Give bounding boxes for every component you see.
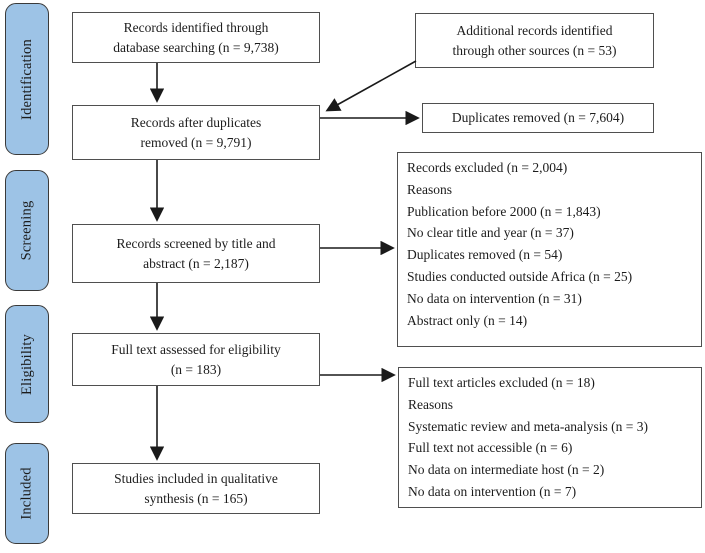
full-text-excluded-line: Full text articles excluded (n = 18) <box>408 375 595 390</box>
stage-eligibility-label: Eligibility <box>18 333 35 395</box>
full-text-excluded-line: Full text not accessible (n = 6) <box>408 440 573 456</box>
box-studies-included-line2: synthesis (n = 165) <box>144 490 248 506</box>
box-duplicates-removed-text: Duplicates removed (n = 7,604) <box>451 110 625 126</box>
box-additional-records-line1: Additional records identified <box>456 23 613 38</box>
box-records-after-duplicates-line2: removed (n = 9,791) <box>140 134 252 150</box>
box-full-text-assessed <box>72 333 320 386</box>
stage-identification <box>5 3 49 155</box>
records-excluded-line: Reasons <box>407 181 452 197</box>
records-excluded-line: Records excluded (n = 2,004) <box>407 160 568 175</box>
stage-identification-label: Identification <box>18 38 35 120</box>
box-full-text-assessed-line2: (n = 183) <box>170 361 222 377</box>
box-duplicates-removed <box>422 103 654 133</box>
box-records-after-duplicates <box>72 105 320 160</box>
records-excluded-line: No data on intervention (n = 31) <box>407 290 582 306</box>
box-records-excluded <box>397 152 702 347</box>
stage-screening-label: Screening <box>18 200 35 261</box>
box-records-screened-line2: abstract (n = 2,187) <box>143 255 249 271</box>
records-excluded-line: No clear title and year (n = 37) <box>407 225 574 241</box>
stage-included-label: Included <box>18 467 35 520</box>
records-excluded-line: Abstract only (n = 14) <box>407 312 528 328</box>
full-text-excluded-line: Systematic review and meta-analysis (n = 3) <box>408 418 649 434</box>
box-records-identified-line2: database searching (n = 9,738) <box>113 39 279 55</box>
box-records-after-duplicates-line1: Records after duplicates <box>130 115 262 130</box>
box-full-text-assessed-line1: Full text assessed for eligibility <box>111 342 281 357</box>
stage-included <box>5 443 49 544</box>
stage-screening <box>5 170 49 291</box>
box-records-screened-line1: Records screened by title and <box>116 236 276 251</box>
arrow-additional-to-deduped <box>328 61 416 110</box>
box-full-text-excluded <box>398 367 702 508</box>
box-additional-records-line2: through other sources (n = 53) <box>452 42 617 58</box>
full-text-excluded-line: Reasons <box>408 396 453 412</box>
box-studies-included <box>72 463 320 514</box>
full-text-excluded-line: No data on intervention (n = 7) <box>408 483 577 499</box>
box-studies-included-line1: Studies included in qualitative <box>114 471 278 486</box>
box-records-screened <box>72 224 320 283</box>
full-text-excluded-line: No data on intermediate host (n = 2) <box>408 462 605 478</box>
stage-eligibility <box>5 305 49 423</box>
box-records-identified <box>72 12 320 63</box>
box-records-identified-line1: Records identified through <box>123 20 269 35</box>
box-additional-records <box>415 13 654 68</box>
records-excluded-line: Studies conducted outside Africa (n = 25) <box>407 268 633 284</box>
records-excluded-line: Publication before 2000 (n = 1,843) <box>407 203 601 219</box>
records-excluded-line: Duplicates removed (n = 54) <box>407 247 563 263</box>
